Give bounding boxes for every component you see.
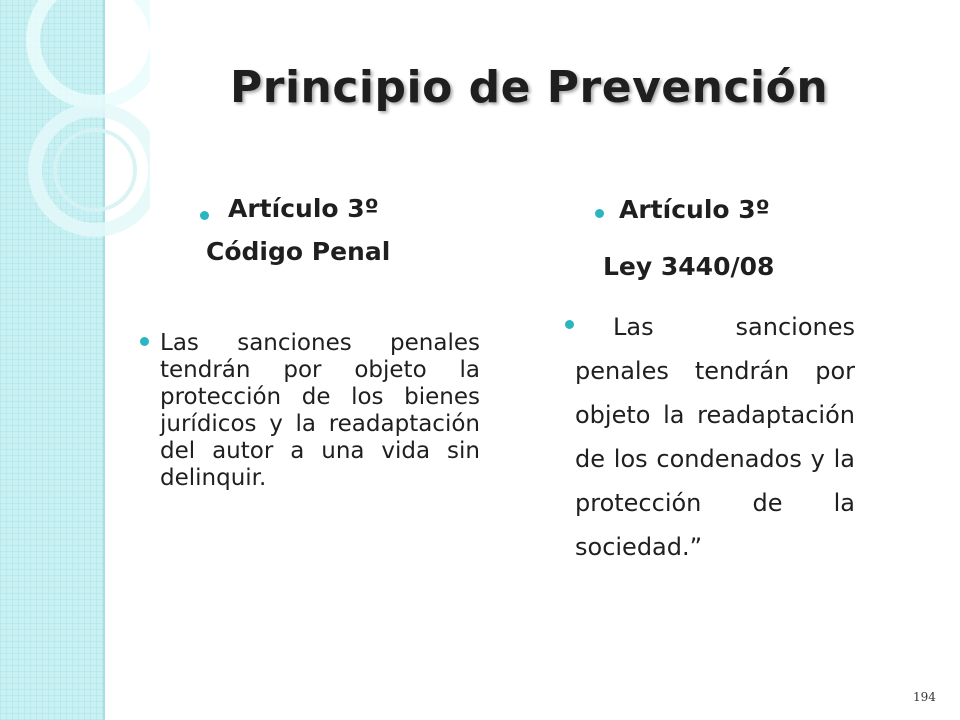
left-heading-line1: Artículo 3º (228, 194, 379, 223)
right-body-rest: penales tendrán por objeto la readaptación de los condenados y la protección de la sociedad.” (575, 357, 855, 561)
decorative-circles (0, 0, 150, 260)
bullet-icon (200, 211, 209, 220)
deco-circle-bottom (35, 110, 150, 230)
right-heading-line2: Ley 3440/08 (603, 252, 775, 281)
slide-title: Principio de Prevención (230, 62, 829, 113)
bullet-icon (140, 337, 149, 346)
page-number: 194 (913, 690, 936, 704)
bullet-icon (565, 320, 574, 329)
right-body-text (575, 305, 855, 569)
right-heading-line1: Artículo 3º (619, 195, 770, 224)
right-body-first-line: Las sanciones (613, 313, 855, 341)
deco-circle-top (33, 0, 150, 102)
deco-circle-inner (55, 130, 135, 210)
left-body-text: Las sanciones penales tendrán por objeto la protección de los bienes jurídicos y la readaptación del autor a una vida sin delinquir. (160, 330, 480, 491)
bullet-icon (595, 209, 604, 218)
left-heading-line2: Código Penal (206, 237, 391, 266)
